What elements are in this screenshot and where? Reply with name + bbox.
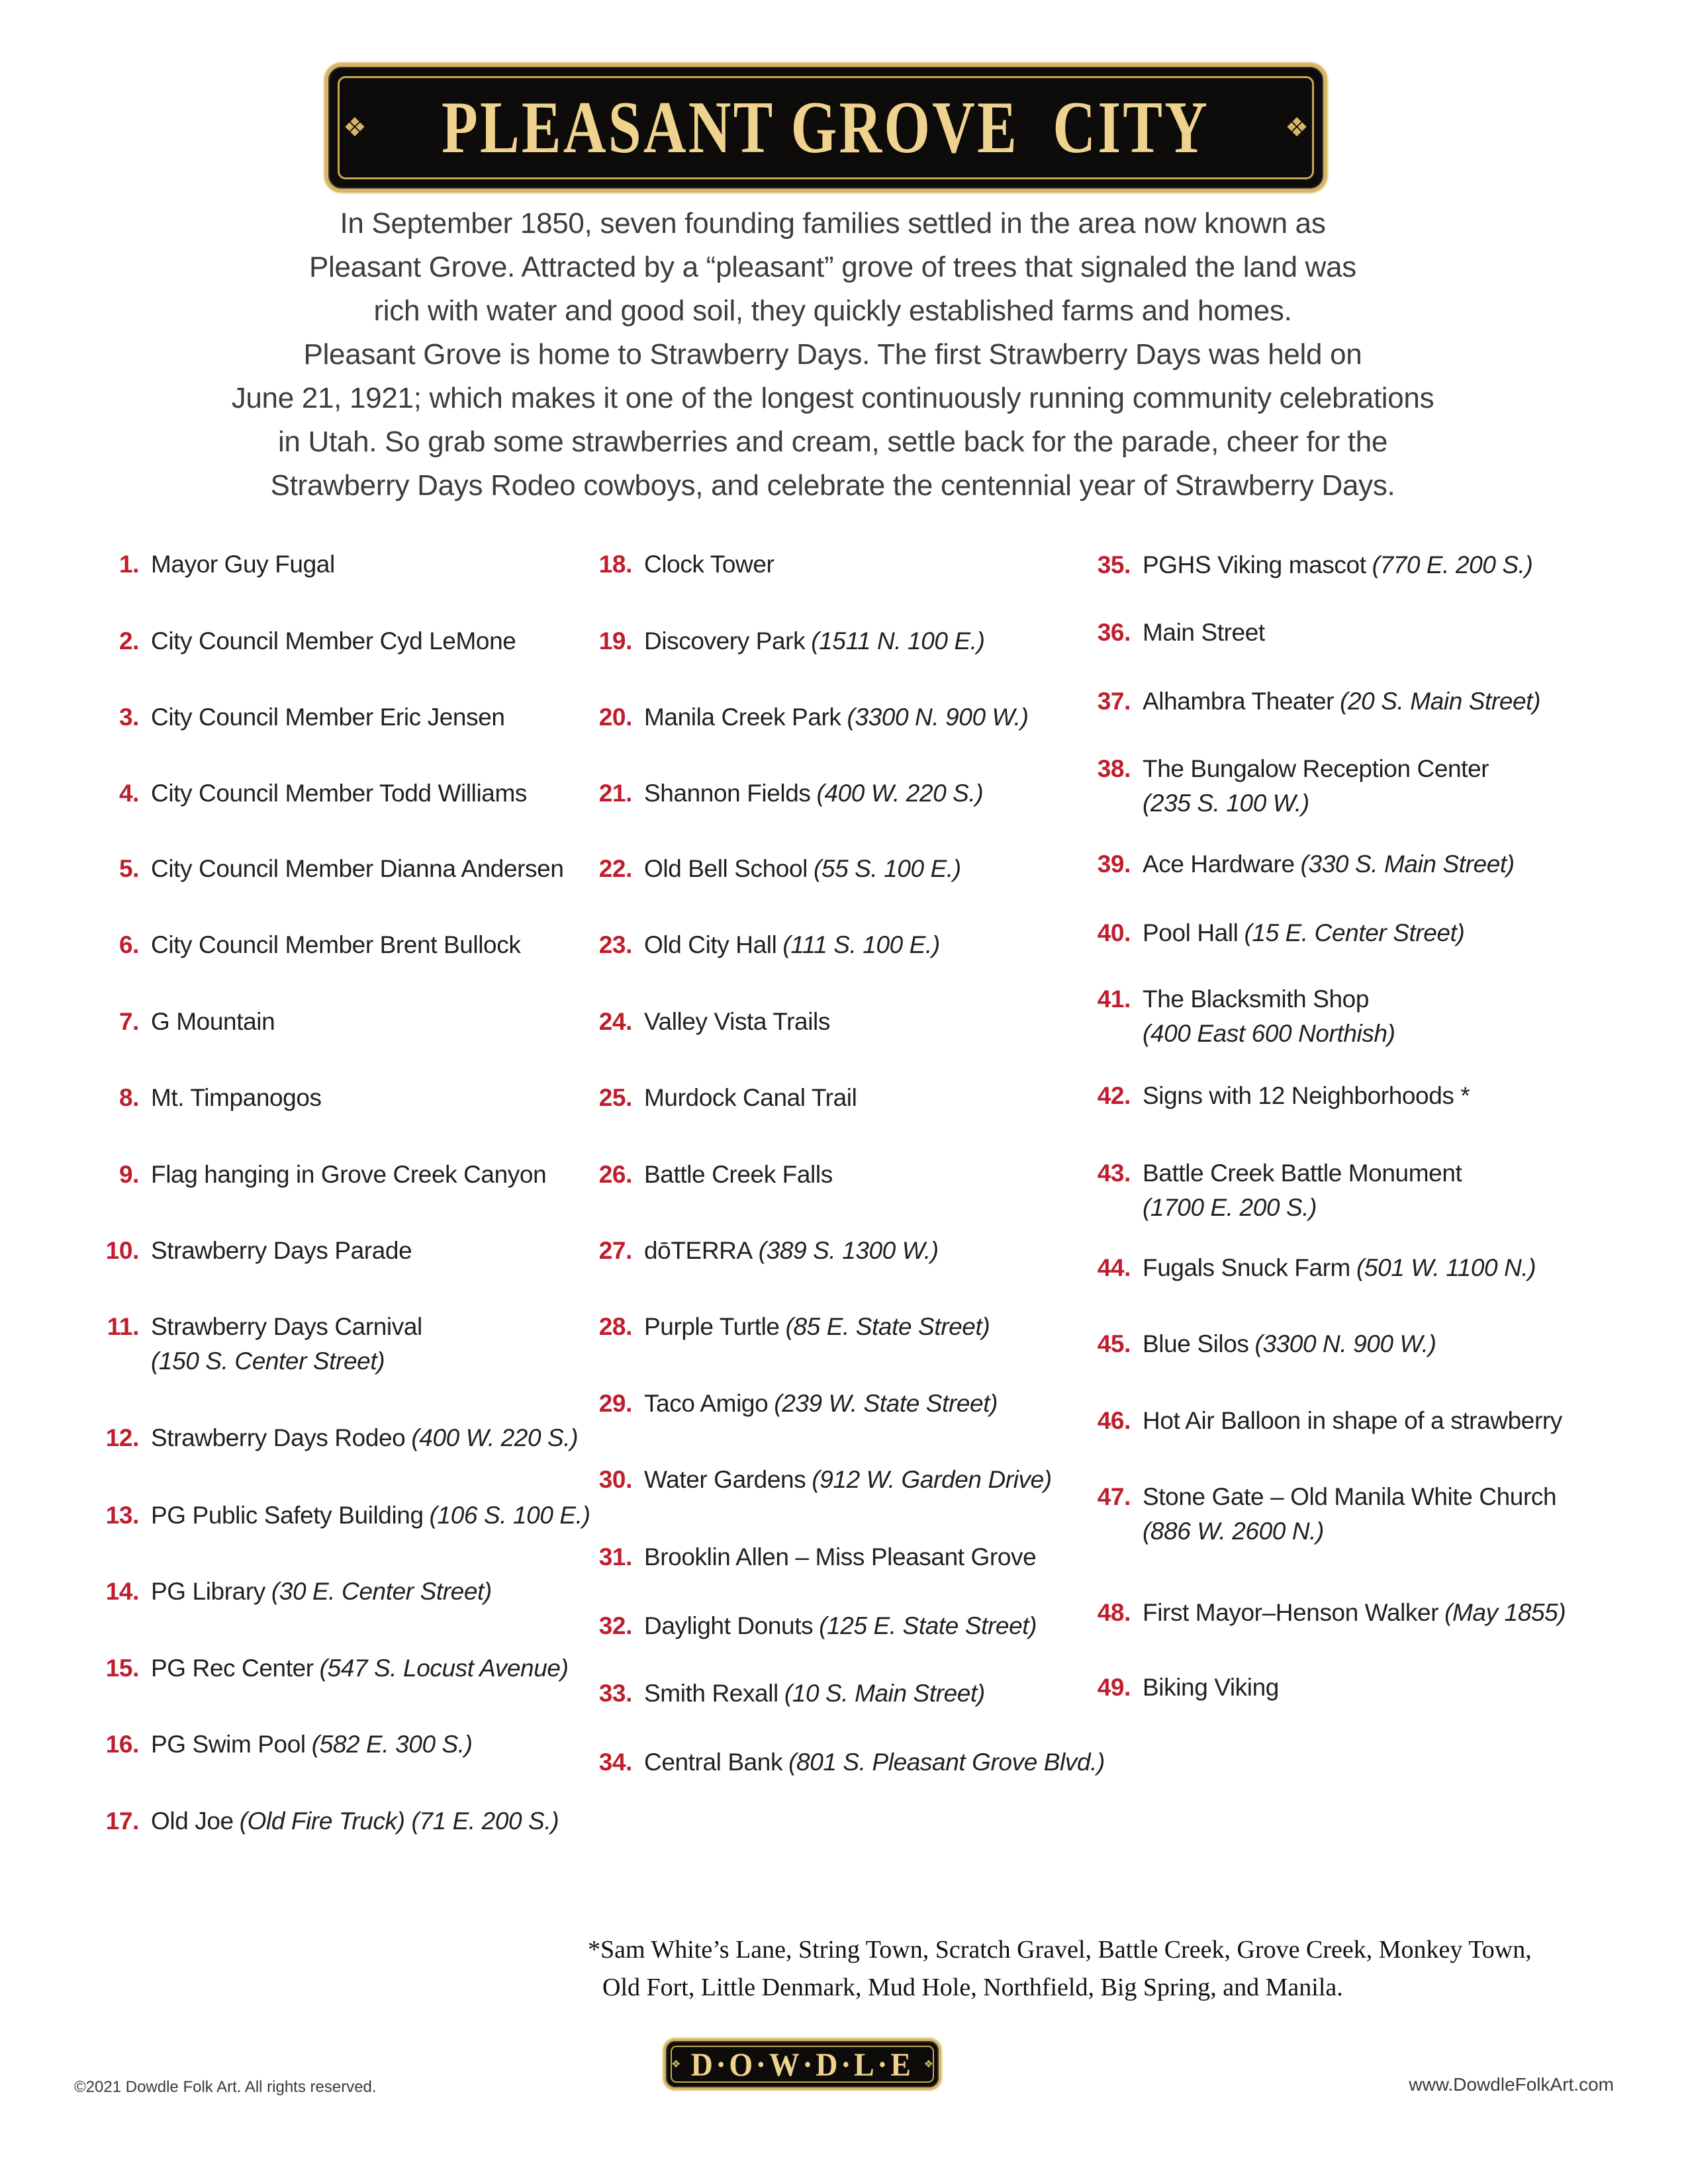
item-text	[632, 852, 961, 886]
fleur-ornament-icon: ❖	[671, 2059, 681, 2070]
item-text	[1131, 615, 1265, 650]
legend-item	[569, 1310, 990, 1344]
item-text	[632, 1609, 1037, 1643]
item-text	[1131, 1251, 1536, 1285]
legend-item	[1059, 1079, 1470, 1113]
item-number: 4.	[118, 780, 139, 807]
intro-line: Pleasant Grove. Attracted by a “pleasant” grove of trees that signaled the land was	[308, 251, 1357, 283]
item-number: 22.	[598, 855, 632, 882]
item-text	[139, 1158, 546, 1192]
intro-line: In September 1850, seven founding families settled in the area now known as	[340, 207, 1326, 240]
item-text	[139, 1310, 422, 1379]
item-text	[1131, 1327, 1436, 1361]
legend-item	[1059, 548, 1532, 582]
item-name: Strawberry Days Rodeo	[151, 1424, 406, 1451]
item-text	[632, 1234, 939, 1268]
footnote-line-1: *Sam White’s Lane, String Town, Scratch Gravel, Battle Creek, Grove Creek, Monkey Town,	[588, 1936, 1532, 1964]
legend-item	[569, 1005, 830, 1039]
fleur-ornament-icon: ❖	[923, 2059, 933, 2070]
item-number: 42.	[1097, 1082, 1131, 1109]
legend-item	[83, 1498, 590, 1533]
item-number: 44.	[1097, 1254, 1131, 1281]
item-number: 30.	[598, 1466, 632, 1493]
item-text	[139, 1498, 590, 1533]
item-name: Smith Rexall	[644, 1680, 778, 1707]
dowdle-logo-text: D·O·W·D·L·E	[690, 2046, 914, 2083]
item-number: 34.	[598, 1749, 632, 1776]
item-name: City Council Member Todd Williams	[151, 780, 527, 807]
item-text	[1131, 1596, 1566, 1630]
item-number: 9.	[118, 1161, 139, 1188]
legend-item	[83, 776, 527, 811]
legend-item	[83, 1005, 275, 1039]
item-text	[139, 1081, 322, 1115]
item-detail: (912 W. Garden Drive)	[812, 1466, 1052, 1493]
item-detail: (106 S. 100 E.)	[429, 1502, 590, 1529]
item-detail: (30 E. Center Street)	[271, 1578, 492, 1605]
legend-item	[1059, 982, 1395, 1051]
item-number: 18.	[598, 551, 632, 578]
item-name: The Bungalow Reception Center	[1143, 755, 1489, 782]
item-number: 12.	[105, 1424, 139, 1451]
website-text: www.DowdleFolkArt.com	[1409, 2074, 1614, 2095]
item-number: 27.	[598, 1237, 632, 1264]
legend-item	[1059, 1670, 1279, 1705]
item-number: 24.	[598, 1008, 632, 1035]
item-number: 20.	[598, 704, 632, 731]
item-number: 26.	[598, 1161, 632, 1188]
page-title: PLEASANT GROVE CITY	[442, 86, 1210, 169]
item-detail-line2: (235 S. 100 W.)	[1143, 790, 1309, 817]
legend-item	[83, 1158, 546, 1192]
item-text	[632, 1540, 1036, 1574]
legend-item	[569, 1609, 1037, 1643]
legend-item	[83, 1804, 559, 1839]
item-number: 49.	[1097, 1674, 1131, 1701]
item-detail: (501 W. 1100 N.)	[1356, 1254, 1536, 1281]
legend-item	[569, 700, 1029, 735]
legend-item	[83, 1727, 473, 1762]
item-detail: (Old Fire Truck) (71 E. 200 S.)	[239, 1807, 559, 1835]
legend-item	[569, 776, 983, 811]
item-number: 41.	[1097, 985, 1131, 1013]
copyright-text: ©2021 Dowdle Folk Art. All rights reserved.	[74, 2078, 377, 2096]
item-number: 3.	[118, 704, 139, 731]
item-detail: (400 W. 220 S.)	[411, 1424, 579, 1451]
item-number: 17.	[105, 1807, 139, 1835]
item-detail: (400 W. 220 S.)	[816, 780, 984, 807]
item-name: Mt. Timpanogos	[151, 1084, 322, 1111]
legend-item	[569, 1234, 939, 1268]
item-detail: (May 1855)	[1444, 1599, 1566, 1626]
item-number: 1.	[118, 551, 139, 578]
dowdle-logo-plaque	[663, 2038, 941, 2090]
item-text	[1131, 548, 1532, 582]
item-name: dōTERRA	[644, 1237, 753, 1264]
legend-item	[1059, 1156, 1462, 1225]
item-text	[632, 1745, 1105, 1780]
item-text	[139, 624, 516, 659]
item-detail: (1511 N. 100 E.)	[811, 627, 985, 655]
legend-item	[1059, 1596, 1566, 1630]
item-number: 48.	[1097, 1599, 1131, 1626]
item-text	[1131, 752, 1489, 821]
item-text	[1131, 1156, 1462, 1225]
legend-item	[1059, 615, 1265, 650]
legend-item	[83, 547, 335, 582]
item-text	[632, 1081, 857, 1115]
item-detail: (582 E. 300 S.)	[311, 1731, 473, 1758]
legend-item	[569, 1387, 998, 1421]
item-name: Battle Creek Battle Monument	[1143, 1160, 1462, 1187]
item-number: 23.	[598, 931, 632, 958]
intro-line: Strawberry Days Rodeo cowboys, and celebrate the centennial year of Strawberry Days.	[270, 469, 1395, 502]
item-text	[139, 928, 520, 962]
item-number: 21.	[598, 780, 632, 807]
legend-item	[83, 1310, 422, 1379]
item-text	[1131, 847, 1515, 882]
item-text	[139, 1574, 492, 1609]
item-number: 11.	[107, 1313, 139, 1340]
item-name: Fugals Snuck Farm	[1143, 1254, 1350, 1281]
item-name: Discovery Park	[644, 627, 806, 655]
intro-line: rich with water and good soil, they quickly established farms and homes.	[373, 295, 1292, 327]
item-text	[632, 1387, 998, 1421]
item-detail: (3300 N. 900 W.)	[1254, 1330, 1436, 1357]
legend-item	[1059, 684, 1540, 719]
item-name: City Council Member Dianna Andersen	[151, 855, 564, 882]
item-number: 19.	[598, 627, 632, 655]
item-name: PGHS Viking mascot	[1143, 551, 1366, 578]
item-number: 35.	[1097, 551, 1131, 578]
item-text	[139, 1234, 412, 1268]
item-name: Stone Gate – Old Manila White Church	[1143, 1483, 1557, 1510]
legend-item	[569, 1158, 833, 1192]
item-name: The Blacksmith Shop	[1143, 985, 1370, 1013]
item-name: G Mountain	[151, 1008, 275, 1035]
item-name: Pool Hall	[1143, 919, 1239, 946]
item-text	[632, 700, 1029, 735]
item-detail: (125 E. State Street)	[819, 1612, 1037, 1639]
item-text	[139, 1421, 578, 1455]
legend-item	[83, 1421, 578, 1455]
legend-item	[83, 624, 516, 659]
legend-item	[1059, 1480, 1556, 1549]
item-number: 15.	[105, 1655, 139, 1682]
item-name: City Council Member Eric Jensen	[151, 704, 505, 731]
fleur-ornament-icon: ❖	[1285, 113, 1309, 142]
item-name: City Council Member Brent Bullock	[151, 931, 521, 958]
item-name: Valley Vista Trails	[644, 1008, 830, 1035]
item-text	[632, 1310, 990, 1344]
item-name: Signs with 12 Neighborhoods *	[1143, 1082, 1470, 1109]
item-number: 32.	[598, 1612, 632, 1639]
item-text	[1131, 684, 1540, 719]
item-text	[632, 1463, 1052, 1497]
item-detail: (15 E. Center Street)	[1244, 919, 1465, 946]
legend-item	[1059, 916, 1464, 950]
item-number: 47.	[1097, 1483, 1131, 1510]
item-detail: (239 W. State Street)	[774, 1390, 998, 1417]
item-name: Taco Amigo	[644, 1390, 769, 1417]
item-text	[139, 547, 335, 582]
legend-item	[83, 928, 520, 962]
item-text	[1131, 1480, 1556, 1549]
footnote-line-2: Old Fort, Little Denmark, Mud Hole, Northfield, Big Spring, and Manila.	[602, 1974, 1343, 2001]
item-name: Manila Creek Park	[644, 704, 841, 731]
item-name: Blue Silos	[1143, 1330, 1249, 1357]
item-name: Old Joe	[151, 1807, 234, 1835]
item-text	[139, 852, 564, 886]
legend-item	[83, 1651, 569, 1686]
item-number: 7.	[118, 1008, 139, 1035]
item-text	[632, 547, 774, 582]
item-text	[632, 1005, 830, 1039]
item-detail: (20 S. Main Street)	[1340, 688, 1540, 715]
item-name: Alhambra Theater	[1143, 688, 1335, 715]
item-name: Biking Viking	[1143, 1674, 1279, 1701]
legend-item	[83, 1081, 322, 1115]
intro-line: Pleasant Grove is home to Strawberry Days. The first Strawberry Days was held on	[303, 338, 1362, 371]
item-detail: (85 E. State Street)	[785, 1313, 990, 1340]
item-number: 39.	[1097, 850, 1131, 878]
item-number: 5.	[118, 855, 139, 882]
item-text	[139, 1804, 559, 1839]
legend-item	[1059, 1327, 1436, 1361]
intro-line: in Utah. So grab some strawberries and cream, settle back for the parade, cheer for the	[277, 426, 1388, 458]
item-name: PG Rec Center	[151, 1655, 314, 1682]
intro-line: June 21, 1921; which makes it one of the longest continuously running community celebrations	[231, 382, 1434, 414]
item-number: 43.	[1097, 1160, 1131, 1187]
item-text	[632, 776, 983, 811]
item-text	[139, 776, 527, 811]
item-name: Hot Air Balloon in shape of a strawberry	[1143, 1407, 1562, 1434]
item-text	[632, 624, 985, 659]
item-detail: (330 S. Main Street)	[1300, 850, 1515, 878]
legend-item	[1059, 752, 1489, 821]
item-detail: (111 S. 100 E.)	[782, 931, 940, 958]
item-text	[139, 1651, 569, 1686]
item-text	[632, 928, 940, 962]
item-name: First Mayor–Henson Walker	[1143, 1599, 1439, 1626]
fleur-ornament-icon: ❖	[343, 113, 367, 142]
legend-item	[1059, 847, 1515, 882]
legend-item	[569, 852, 961, 886]
item-text	[139, 700, 505, 735]
item-name: Old City Hall	[644, 931, 777, 958]
item-name: Mayor Guy Fugal	[151, 551, 335, 578]
legend-item	[569, 1540, 1036, 1574]
item-number: 31.	[598, 1543, 632, 1570]
item-name: City Council Member Cyd LeMone	[151, 627, 516, 655]
item-name: Ace Hardware	[1143, 850, 1295, 878]
item-name: Brooklin Allen – Miss Pleasant Grove	[644, 1543, 1037, 1570]
intro-paragraph	[0, 202, 1665, 508]
item-name: Daylight Donuts	[644, 1612, 814, 1639]
item-name: Murdock Canal Trail	[644, 1084, 857, 1111]
banner-plaque	[324, 63, 1327, 193]
item-text	[1131, 1079, 1470, 1113]
item-number: 6.	[118, 931, 139, 958]
item-detail-line2: (400 East 600 Northish)	[1143, 1020, 1395, 1047]
item-detail: (801 S. Pleasant Grove Blvd.)	[788, 1749, 1105, 1776]
item-name: Purple Turtle	[644, 1313, 780, 1340]
item-number: 10.	[105, 1237, 139, 1264]
legend-item	[83, 700, 505, 735]
legend-item	[569, 624, 985, 659]
item-detail-line2: (886 W. 2600 N.)	[1143, 1518, 1324, 1545]
item-detail: (10 S. Main Street)	[784, 1680, 985, 1707]
item-name: PG Swim Pool	[151, 1731, 306, 1758]
item-name: Strawberry Days Parade	[151, 1237, 412, 1264]
item-number: 2.	[118, 627, 139, 655]
item-name: Old Bell School	[644, 855, 808, 882]
item-number: 13.	[105, 1502, 139, 1529]
item-name: Flag hanging in Grove Creek Canyon	[151, 1161, 547, 1188]
item-text	[1131, 916, 1464, 950]
item-name: Battle Creek Falls	[644, 1161, 833, 1188]
item-text	[139, 1727, 473, 1762]
item-text	[632, 1676, 985, 1711]
item-name: Water Gardens	[644, 1466, 806, 1493]
item-detail-line2: (150 S. Center Street)	[151, 1347, 385, 1375]
legend-item	[1059, 1404, 1562, 1438]
item-name: Strawberry Days Carnival	[151, 1313, 422, 1340]
item-detail: (55 S. 100 E.)	[813, 855, 961, 882]
legend-item	[1059, 1251, 1536, 1285]
item-number: 14.	[105, 1578, 139, 1605]
item-detail: (547 S. Locust Avenue)	[319, 1655, 569, 1682]
legend-item	[83, 1234, 412, 1268]
item-text	[139, 1005, 275, 1039]
item-number: 46.	[1097, 1407, 1131, 1434]
item-text	[632, 1158, 833, 1192]
item-number: 29.	[598, 1390, 632, 1417]
item-number: 25.	[598, 1084, 632, 1111]
item-detail: (389 S. 1300 W.)	[758, 1237, 939, 1264]
item-number: 16.	[105, 1731, 139, 1758]
item-name: Shannon Fields	[644, 780, 811, 807]
item-name: Central Bank	[644, 1749, 783, 1776]
legend-item	[83, 852, 564, 886]
legend-item	[569, 1081, 857, 1115]
legend-item	[83, 1574, 492, 1609]
legend-item	[569, 1745, 1105, 1780]
legend-item	[569, 1676, 985, 1711]
item-number: 37.	[1097, 688, 1131, 715]
item-name: PG Library	[151, 1578, 265, 1605]
item-name: Clock Tower	[644, 551, 774, 578]
footnote	[588, 1931, 1532, 2007]
item-number: 40.	[1097, 919, 1131, 946]
item-detail: (770 E. 200 S.)	[1372, 551, 1533, 578]
item-name: PG Public Safety Building	[151, 1502, 424, 1529]
item-detail-line2: (1700 E. 200 S.)	[1143, 1194, 1317, 1221]
legend-item	[569, 928, 940, 962]
item-number: 45.	[1097, 1330, 1131, 1357]
item-number: 8.	[118, 1084, 139, 1111]
item-name: Main Street	[1143, 619, 1265, 646]
item-number: 36.	[1097, 619, 1131, 646]
item-text	[1131, 1404, 1562, 1438]
legend-item	[569, 1463, 1052, 1497]
legend-item	[569, 547, 774, 582]
item-number: 38.	[1097, 755, 1131, 782]
item-text	[1131, 1670, 1279, 1705]
item-number: 28.	[598, 1313, 632, 1340]
item-text	[1131, 982, 1395, 1051]
item-detail: (3300 N. 900 W.)	[847, 704, 1029, 731]
item-number: 33.	[598, 1680, 632, 1707]
